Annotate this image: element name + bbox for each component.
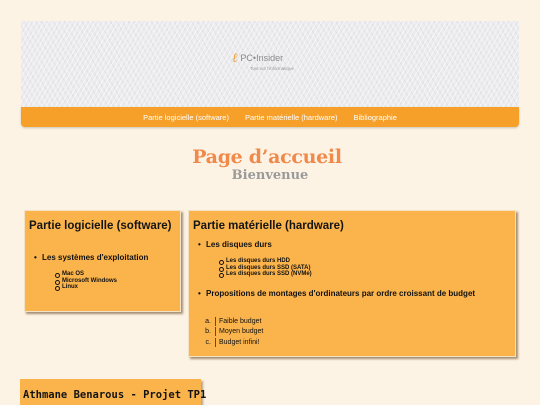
- software-card-title: Partie logicielle (software): [29, 220, 172, 232]
- budget-label: Moyen budget: [219, 328, 264, 336]
- budget-item-infinite: [195, 337, 263, 348]
- disk-item-ssd-nvme: Les disques durs SSD (NVMe): [218, 271, 312, 278]
- page-subtitle: Bienvenue: [231, 168, 309, 183]
- os-list: [54, 271, 117, 291]
- builds-section: [195, 289, 501, 299]
- hardware-card: [188, 210, 516, 357]
- nav-link-bibliography[interactable]: Bibliographie: [353, 112, 397, 122]
- logo-mark-icon: ℓ: [232, 51, 238, 66]
- budget-letter: c.: [195, 338, 216, 347]
- disks-section: [195, 240, 272, 250]
- builds-section-label: • Propositions de montages d'ordinateurs par ordre croissant de budget: [195, 289, 501, 299]
- main-navbar: [21, 107, 519, 127]
- disks-list: [218, 258, 312, 278]
- os-item-windows: Microsoft Windows: [54, 278, 117, 285]
- nav-link-software[interactable]: Partie logicielle (software): [143, 112, 229, 122]
- footer-bar: [20, 379, 207, 405]
- hardware-card-title: Partie matérielle (hardware): [193, 220, 344, 232]
- budget-letter: a.: [195, 317, 216, 326]
- disks-section-label: • Les disques durs: [195, 240, 272, 250]
- software-section-list: [31, 253, 148, 263]
- nav-link-hardware[interactable]: Partie matérielle (hardware): [244, 112, 338, 122]
- budget-item-low: [195, 316, 263, 327]
- disk-item-ssd-sata: Les disques durs SSD (SATA): [218, 265, 312, 272]
- page-title: Page d’accueil: [192, 146, 342, 168]
- budget-label: Budget infini!: [219, 338, 260, 346]
- budget-item-medium: [195, 327, 263, 338]
- budget-letter: b.: [195, 327, 216, 336]
- os-item-linux: Linux: [54, 284, 117, 291]
- software-card: [24, 210, 181, 312]
- disk-item-hdd: Les disques durs HDD: [218, 258, 312, 265]
- budget-label: Faible budget: [219, 317, 262, 325]
- logo-tagline: Tout sur l'informatique: [250, 66, 294, 71]
- software-section-os: • Les systèmes d'exploitation: [31, 253, 148, 263]
- budget-list: [195, 316, 263, 348]
- os-item-macos: Mac OS: [54, 271, 117, 278]
- site-logo[interactable]: [232, 52, 283, 65]
- footer-text: Athmane Benarous - Projet TP1: [23, 389, 207, 401]
- logo-text: PC•Insider: [240, 53, 284, 63]
